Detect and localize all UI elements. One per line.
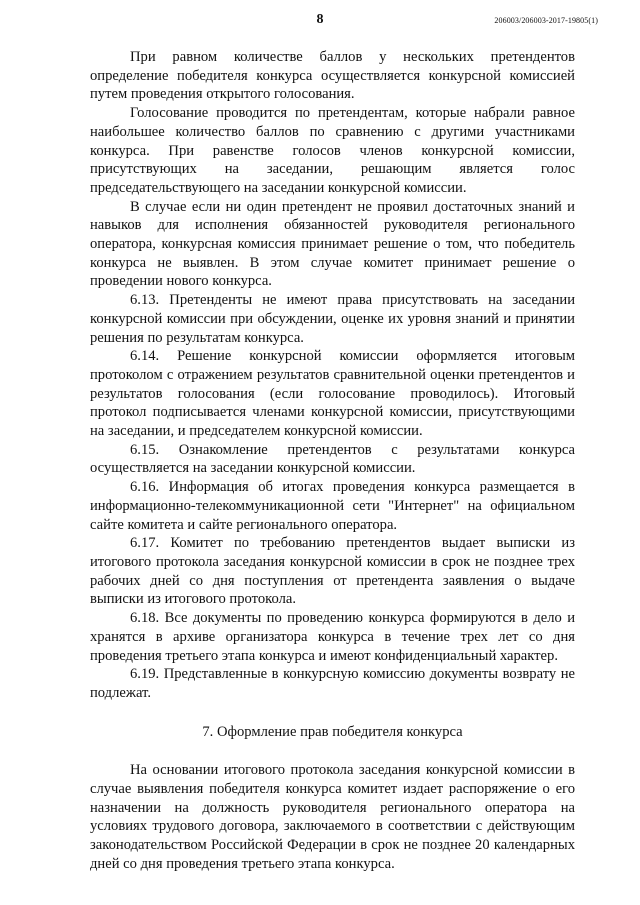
paragraph-6-13: 6.13. Претенденты не имеют права присутствовать на заседании конкурсной комиссии при обсуждении, оценке их уровня знаний и принятии решения по результатам конкурса. bbox=[90, 292, 575, 346]
paragraph-6-14: 6.14. Решение конкурсной комиссии оформляется итоговым протоколом с отражением результатов сравнительной оценки претендентов и результатов голосования (если голосование проводилось). Итоговый протокол подписывается членами конкурсной комиссии, присутствующими на заседании, и председателем конкурсной комиссии. bbox=[90, 348, 575, 440]
paragraph-6-19: 6.19. Представленные в конкурсную комиссию документы возврату не подлежат. bbox=[90, 666, 575, 701]
paragraph-voting: Голосование проводится по претендентам, которые набрали равное наибольшее количество баллов по сравнению с другими участниками конкурса. При равенстве голосов членов конкурсной комиссии, присутствующих на заседании, решающим является голос председательствующего на заседании конкурсной комиссии. bbox=[90, 105, 575, 196]
paragraph-6-18: 6.18. Все документы по проведению конкурса формируются в дело и хранятся в архиве организатора конкурса в течение трех лет со дня проведения третьего этапа конкурса и имеют конфиденциальный характер. bbox=[90, 610, 575, 664]
document-code: 206003/206003-2017-19805(1) bbox=[494, 16, 598, 25]
paragraph-section-7: На основании итогового протокола заседания конкурсной комиссии в случае выявления победителя конкурса комитет издает распоряжение о его назначении на должность руководителя регионального оператора на условиях трудового договора, заключаемого в соответствии с действующим законодательством Российской Федерации в срок не позднее 20 календарных дней со дня проведения третьего этапа конкурса. bbox=[90, 762, 575, 872]
page-number: 8 bbox=[316, 12, 324, 27]
document-body bbox=[90, 48, 575, 874]
paragraph-tie-votes: При равном количестве баллов у нескольких претендентов определение победителя конкурса осуществляется конкурсной комиссией путем проведения открытого голосования. bbox=[90, 49, 575, 103]
paragraph-6-17: 6.17. Комитет по требованию претендентов выдает выписки из итогового протокола заседания конкурсной комиссии в срок не позднее трех рабочих дней со дня поступления от претендента заявления о выдаче выписки из итогового протокола. bbox=[90, 535, 575, 608]
paragraph-6-15: 6.15. Ознакомление претендентов с результатами конкурса осуществляется на заседании конкурсной комиссии. bbox=[90, 441, 575, 477]
section-heading-7: 7. Оформление прав победителя конкурса bbox=[202, 723, 463, 740]
paragraph-no-winner: В случае если ни один претендент не проявил достаточных знаний и навыков для исполнения обязанностей руководителя регионального оператора, конкурсная комиссия принимает решение о том, что победитель конкурса не выявлен. В этом случае комитет принимает решение о проведении нового конкурса. bbox=[90, 198, 575, 290]
paragraph-6-16: 6.16. Информация об итогах проведения конкурса размещается в информационно-телекоммуникационной сети "Интернет" на официальном сайте комитета и сайте регионального оператора. bbox=[90, 479, 575, 533]
